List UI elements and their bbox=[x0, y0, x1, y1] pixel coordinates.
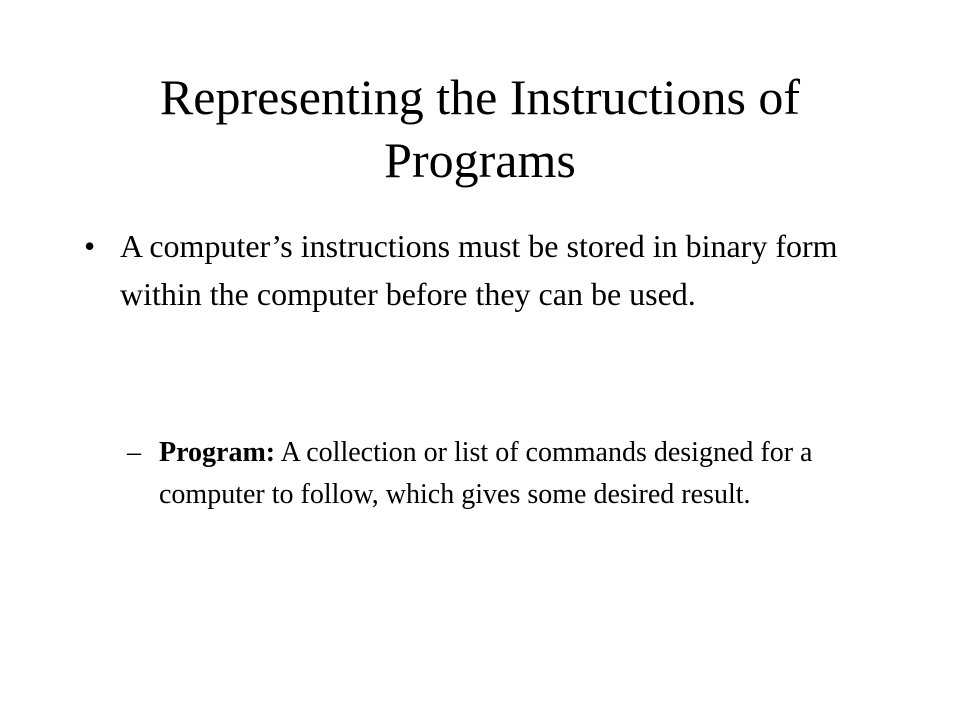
program-definition-text bbox=[159, 432, 867, 516]
program-term: Program: bbox=[159, 437, 276, 468]
slide-title: Representing the Instructions of Programs bbox=[159, 69, 801, 188]
subbullet-marker: – bbox=[127, 437, 141, 468]
bullet-marker: • bbox=[84, 228, 96, 264]
program-description: A collection or list of commands designed for a computer to follow, which gives some desired result. bbox=[159, 437, 813, 510]
main-bullet bbox=[84, 222, 884, 318]
main-bullet-text: A computer’s instructions must be stored in binary form within the computer before they can be used. bbox=[120, 228, 838, 312]
program-definition bbox=[127, 432, 867, 516]
